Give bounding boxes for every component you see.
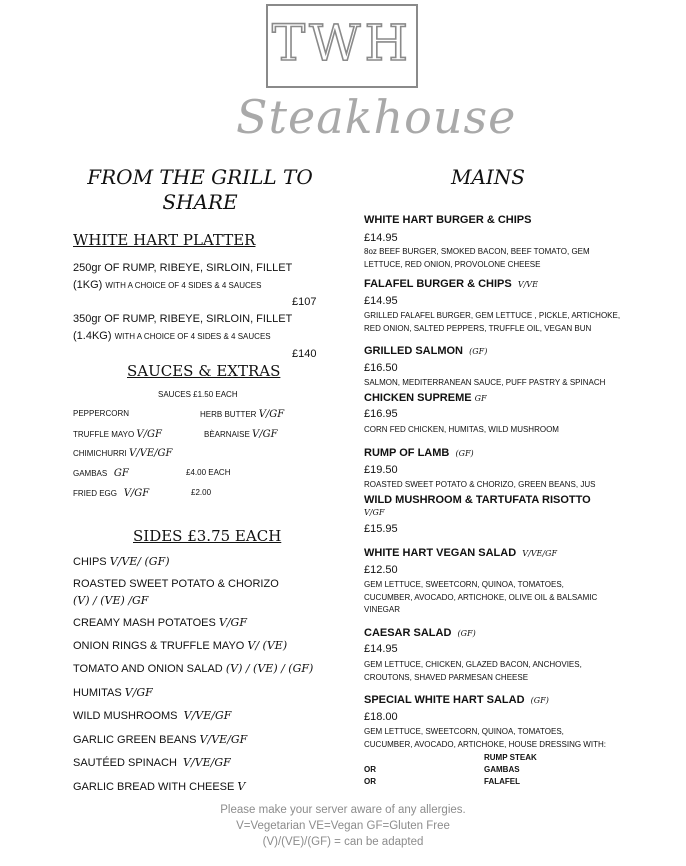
main-lamb-price: £19.50 <box>364 464 398 476</box>
main-caesar-desc2: CROUTONS, SHAVED PARMESAN CHEESE <box>364 673 529 682</box>
platter-option2-line1: 350gr OF RUMP, RIBEYE, SIRLOIN, FILLET <box>73 313 293 325</box>
main-salmon-name: GRILLED SALMON <box>364 345 463 357</box>
main-salmon-price: £16.50 <box>364 362 398 374</box>
main-vegan-desc1: GEM LETTUCE, SWEETCORN, QUINOA, TOMATOES, <box>364 580 564 589</box>
main-lamb-desc: ROASTED SWEET POTATO & CHORIZO, GREEN BEANS, JUS <box>364 480 596 489</box>
side-onion-rings <box>73 639 287 652</box>
side-chips-tag: V/VE/ (GF) <box>109 555 170 568</box>
sides-title: SIDES £3.75 EACH <box>133 527 282 545</box>
main-falafel <box>364 278 538 290</box>
main-risotto-price: £15.95 <box>364 523 398 535</box>
side-tomato <box>73 662 313 675</box>
main-salmon-tag: (GF) <box>469 347 488 356</box>
sauce-bearnaise <box>204 429 278 440</box>
platter-option1-line2 <box>73 279 261 291</box>
main-falafel-price: £14.95 <box>364 295 398 307</box>
main-burger-name: WHITE HART BURGER & CHIPS <box>364 214 532 226</box>
main-burger-desc2: LETTUCE, RED ONION, PROVOLONE CHEESE <box>364 260 541 269</box>
main-caesar-desc1: GEM LETTUCE, CHICKEN, GLAZED BACON, ANCHOVIES, <box>364 660 582 669</box>
side-green-beans-tag: V/VE/GF <box>199 733 248 746</box>
side-sweet-potato-tag: (V) / (VE) /GF <box>73 594 149 607</box>
footer-legend: V=Vegetarian VE=Vegan GF=Gluten Free <box>236 820 450 832</box>
sauce-chimichurri-label: CHIMICHURRI <box>73 449 127 458</box>
platter-option2-price: £140 <box>292 348 317 360</box>
extra-gambas-price: £4.00 EACH <box>186 468 231 477</box>
main-vegan-desc2: CUCUMBER, AVOCADO, ARTICHOKE, OLIVE OIL & BALSAMIC <box>364 593 598 602</box>
side-mushrooms-tag: V/VE/GF <box>183 709 232 722</box>
special-or-1: OR <box>364 765 376 774</box>
main-special-desc1: GEM LETTUCE, SWEETCORN, QUINOA, TOMATOES, <box>364 727 564 736</box>
main-falafel-name: FALAFEL BURGER & CHIPS <box>364 278 512 290</box>
special-option-falafel: FALAFEL <box>484 777 520 786</box>
platter-option1-line1: 250gr OF RUMP, RIBEYE, SIRLOIN, FILLET <box>73 262 293 274</box>
main-chicken-price: £16.95 <box>364 408 398 420</box>
side-tomato-tag: (V) / (VE) / (GF) <box>225 662 314 675</box>
extra-fried-egg <box>73 488 149 499</box>
side-spinach <box>73 756 231 769</box>
main-burger-price: £14.95 <box>364 232 398 244</box>
main-vegan-price: £12.50 <box>364 564 398 576</box>
sauce-bearnaise-label: BÈARNAISE <box>204 430 250 439</box>
sauce-chimichurri-tag: V/VE/GF <box>129 448 173 459</box>
footer-allergy-notice: Please make your server aware of any allergies. <box>220 804 466 816</box>
main-salmon <box>364 345 487 357</box>
sauce-truffle-mayo-label: TRUFFLE MAYO <box>73 430 135 439</box>
main-caesar-price: £14.95 <box>364 643 398 655</box>
main-special-desc2: CUCUMBER, AVOCADO, ARTICHOKE, HOUSE DRESSING WITH: <box>364 740 606 749</box>
main-special-name: SPECIAL WHITE HART SALAD <box>364 694 525 706</box>
logo-script: Steakhouse <box>236 90 517 144</box>
main-lamb-name: RUMP OF LAMB <box>364 447 450 459</box>
side-spinach-label: SAUTÉED SPINACH <box>73 757 177 769</box>
side-mushrooms-label: WILD MUSHROOMS <box>73 710 178 722</box>
main-vegan-name: WHITE HART VEGAN SALAD <box>364 547 517 559</box>
side-onion-rings-label: ONION RINGS & TRUFFLE MAYO <box>73 640 245 652</box>
grill-heading-line1: FROM THE GRILL TO <box>87 165 313 189</box>
sauce-herb-butter <box>200 409 284 420</box>
main-lamb <box>364 447 474 459</box>
logo-letters: TWH <box>271 14 413 72</box>
main-risotto-tag: V/GF <box>364 508 385 517</box>
main-burger-desc1: 8oz BEEF BURGER, SMOKED BACON, BEEF TOMATO, GEM <box>364 247 590 256</box>
platter-option2-note: WITH A CHOICE OF 4 SIDES & 4 SAUCES <box>114 332 271 341</box>
sauce-chimichurri <box>73 448 172 459</box>
main-special <box>364 694 549 706</box>
extra-fried-egg-tag: V/GF <box>123 488 150 499</box>
main-chicken-name: CHICKEN SUPREME <box>364 392 472 404</box>
main-vegan-tag: V/VE/GF <box>522 549 558 558</box>
extra-fried-egg-price: £2.00 <box>191 488 212 497</box>
sauce-truffle-mayo-tag: V/GF <box>136 429 162 440</box>
main-caesar-tag: (GF) <box>457 629 476 638</box>
main-chicken-tag: GF <box>474 394 487 403</box>
side-humitas-tag: V/GF <box>124 686 153 699</box>
main-falafel-tag: V/VE <box>517 280 538 289</box>
platter-option2-line2 <box>73 330 271 342</box>
main-vegan <box>364 547 557 559</box>
main-risotto-name: WILD MUSHROOM & TARTUFATA RISOTTO <box>364 494 591 506</box>
sauces-each: SAUCES £1.50 EACH <box>158 390 238 399</box>
main-chicken <box>364 392 487 404</box>
sauce-herb-butter-tag: V/GF <box>258 409 285 420</box>
platter-option2-weight: (1.4KG) <box>73 330 112 342</box>
side-humitas <box>73 686 153 699</box>
platter-option1-price: £107 <box>292 296 317 308</box>
grill-heading-line2: SHARE <box>162 190 238 214</box>
side-spinach-tag: V/VE/GF <box>183 756 231 769</box>
side-chips-label: CHIPS <box>73 556 107 568</box>
main-caesar <box>364 627 476 639</box>
main-salmon-desc: SALMON, MEDITERRANEAN SAUCE, PUFF PASTRY & SPINACH <box>364 378 606 387</box>
main-chicken-desc: CORN FED CHICKEN, HUMITAS, WILD MUSHROOM <box>364 425 559 434</box>
main-falafel-desc2: RED ONION, SALTED PEPPERS, TRUFFLE OIL, VEGAN BUN <box>364 324 592 333</box>
side-garlic-bread-label: GARLIC BREAD WITH CHEESE <box>73 781 235 793</box>
side-humitas-label: HUMITAS <box>73 687 122 699</box>
sauces-title: SAUCES & EXTRAS <box>127 362 281 380</box>
extra-gambas-tag: GF <box>113 468 129 479</box>
side-garlic-bread <box>73 780 245 793</box>
main-lamb-tag: (GF) <box>455 449 474 458</box>
main-special-tag: (GF) <box>530 696 549 705</box>
sauce-bearnaise-tag: V/GF <box>252 429 278 440</box>
platter-option1-weight: (1KG) <box>73 279 103 291</box>
extra-gambas <box>73 468 129 479</box>
side-mash-label: CREAMY MASH POTATOES <box>73 617 216 629</box>
side-garlic-bread-tag: V <box>237 780 246 793</box>
main-caesar-name: CAESAR SALAD <box>364 627 452 639</box>
side-tomato-label: TOMATO AND ONION SALAD <box>73 663 223 675</box>
main-special-price: £18.00 <box>364 711 398 723</box>
side-onion-rings-tag: V/ (VE) <box>247 639 288 652</box>
special-option-rump: RUMP STEAK <box>484 753 537 762</box>
side-mushrooms <box>73 709 231 722</box>
side-green-beans-label: GARLIC GREEN BEANS <box>73 734 197 746</box>
side-sweet-potato: ROASTED SWEET POTATO & CHORIZO <box>73 578 279 590</box>
mains-heading: MAINS <box>450 165 526 189</box>
sauce-peppercorn: PEPPERCORN <box>73 409 130 418</box>
special-or-2: OR <box>364 777 376 786</box>
extra-gambas-label: GAMBAS <box>73 469 108 478</box>
grill-heading <box>60 165 340 215</box>
sauce-herb-butter-label: HERB BUTTER <box>200 410 257 419</box>
side-chips <box>73 555 170 568</box>
footer-adapted-note: (V)/(VE)/(GF) = can be adapted <box>262 836 424 848</box>
side-mash-tag: V/GF <box>218 616 247 629</box>
side-green-beans <box>73 733 247 746</box>
main-vegan-desc3: VINEGAR <box>364 605 401 614</box>
platter-option1-note: WITH A CHOICE OF 4 SIDES & 4 SAUCES <box>105 281 262 290</box>
sauce-truffle-mayo <box>73 429 162 440</box>
side-mash <box>73 616 247 629</box>
main-falafel-desc1: GRILLED FALAFEL BURGER, GEM LETTUCE , PICKLE, ARTICHOKE, <box>364 311 621 320</box>
extra-fried-egg-label: FRIED EGG <box>73 489 118 498</box>
special-option-gambas: GAMBAS <box>484 765 520 774</box>
platter-title: WHITE HART PLATTER <box>73 231 256 249</box>
